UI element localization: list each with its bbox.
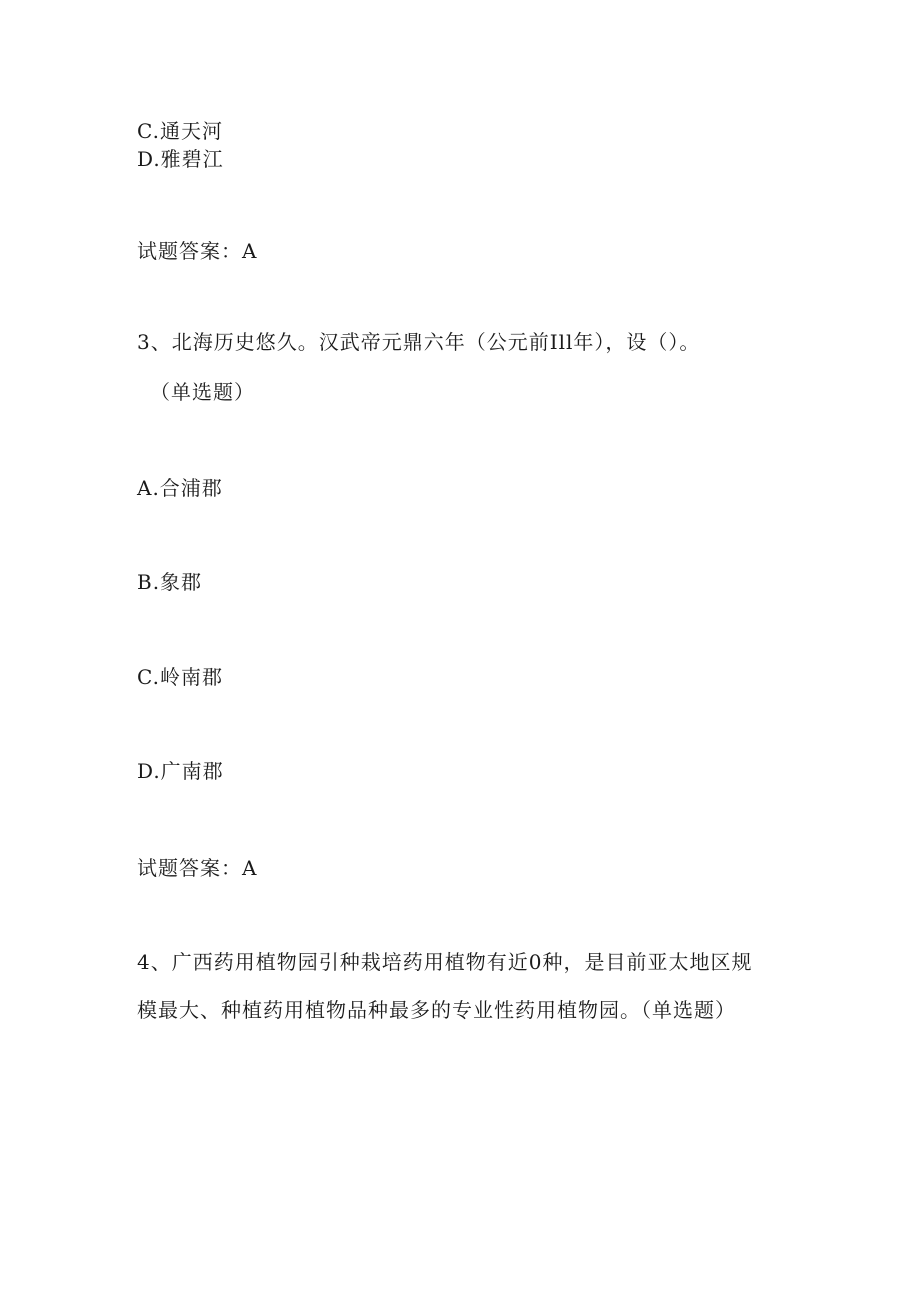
prev-question-answer: 试题答案：A	[137, 239, 258, 263]
question-3-answer: 试题答案：A	[137, 856, 258, 880]
question-3-option-b: B.象郡	[137, 570, 203, 594]
question-3-option-c: C.岭南郡	[137, 665, 223, 689]
question-3-option-a: A.合浦郡	[137, 476, 223, 500]
question-3-text-line-1: 3、北海历史悠久。汉武帝元鼎六年（公元前Ill年），设（）。	[137, 330, 701, 354]
prev-question-option-c: C.通天河	[137, 119, 223, 143]
question-4-text-line-2: 模最大、种植药用植物品种最多的专业性药用植物园。（单选题）	[137, 998, 736, 1022]
prev-question-option-d: D.雅碧江	[137, 147, 224, 171]
question-3-option-d: D.广南郡	[137, 759, 224, 783]
question-4-text-line-1: 4、广西药用植物园引种栽培药用植物有近0种，是目前亚太地区规	[137, 950, 753, 974]
question-3-type: （单选题）	[150, 380, 255, 404]
